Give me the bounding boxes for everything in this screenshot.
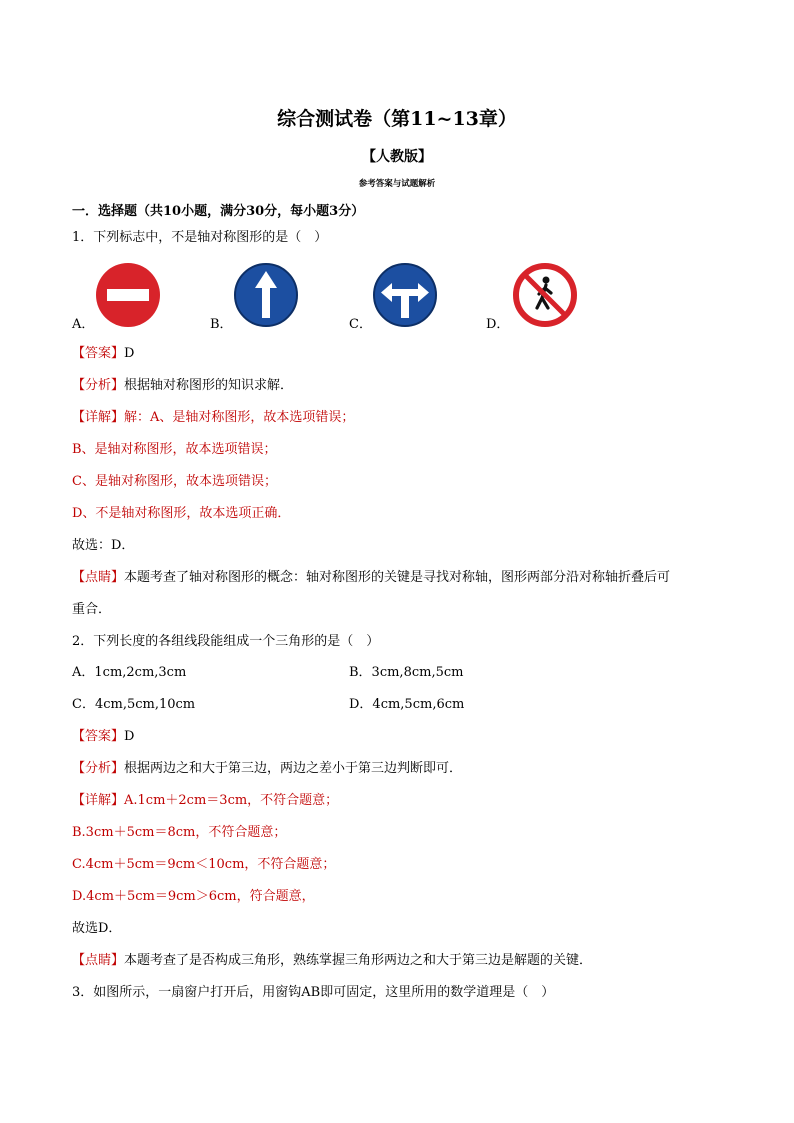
comment-text: 本题考查了轴对称图形的概念：轴对称图形的关键是寻找对称轴，图形两部分沿对称轴折叠后可 bbox=[124, 570, 671, 585]
q1-option-b-label: B． bbox=[210, 317, 233, 332]
detail-line: C、是轴对称图形，故本选项错误； bbox=[72, 474, 277, 489]
analysis-tag: 【分析】 bbox=[72, 761, 125, 776]
detail-line: B.3cm＋5cm＝8cm，不符合题意； bbox=[72, 825, 287, 840]
q1-comment bbox=[72, 569, 670, 587]
detail-tag: 【详解】 bbox=[72, 410, 125, 425]
detail-line: 解：A、是轴对称图形，故本选项错误； bbox=[124, 410, 355, 425]
q2-detail bbox=[72, 792, 338, 810]
q1-option-c-label: C． bbox=[349, 317, 372, 332]
comment-text: 本题考查了是否构成三角形，熟练掌握三角形两边之和大于第三边是解题的关键． bbox=[124, 953, 593, 968]
comment-tag: 【点睛】 bbox=[72, 953, 125, 968]
q2-option-b: B．3cm,8cm,5cm bbox=[349, 665, 464, 680]
q1-option-d-label: D． bbox=[486, 317, 510, 332]
section-heading: 一．选择题（共10小题，满分30分，每小题3分） bbox=[72, 204, 365, 219]
answer-value: D bbox=[124, 729, 135, 744]
q2-choose: 故选D． bbox=[72, 921, 122, 936]
q2-answer bbox=[72, 728, 134, 746]
detail-line: B、是轴对称图形，故本选项错误； bbox=[72, 442, 277, 457]
q2-stem: 2．下列长度的各组线段能组成一个三角形的是（ ） bbox=[72, 634, 380, 649]
turn-left-right-sign-icon bbox=[372, 262, 438, 328]
detail-line: D、不是轴对称图形，故本选项正确． bbox=[72, 506, 291, 521]
answer-caption: 参考答案与试题解析 bbox=[358, 179, 436, 189]
q2-option-a: A．1cm,2cm,3cm bbox=[72, 665, 187, 680]
q1-comment-cont: 重合． bbox=[72, 602, 112, 617]
q1-choose: 故选：D． bbox=[72, 538, 135, 553]
q2-option-c: C．4cm,5cm,10cm bbox=[72, 697, 196, 712]
q2-comment bbox=[72, 952, 592, 970]
q1-stem: 1．下列标志中，不是轴对称图形的是（ ） bbox=[72, 230, 328, 245]
detail-tag: 【详解】 bbox=[72, 793, 125, 808]
page-title: 综合测试卷（第11~13章） bbox=[277, 108, 517, 130]
detail-line: A.1cm＋2cm＝3cm，不符合题意； bbox=[124, 793, 339, 808]
straight-ahead-sign-icon bbox=[233, 262, 299, 328]
q3-stem: 3．如图所示，一扇窗户打开后，用窗钩AB即可固定，这里所用的数学道理是（ ） bbox=[72, 985, 555, 1000]
comment-tag: 【点睛】 bbox=[72, 570, 125, 585]
analysis-text: 根据轴对称图形的知识求解． bbox=[124, 378, 294, 393]
q2-option-d: D．4cm,5cm,6cm bbox=[349, 697, 465, 712]
q1-answer bbox=[72, 345, 134, 363]
detail-line: D.4cm＋5cm＝9cm＞6cm，符合题意， bbox=[72, 889, 315, 904]
q2-analysis bbox=[72, 760, 462, 778]
q1-option-a-label: A． bbox=[72, 317, 95, 332]
q1-analysis bbox=[72, 377, 293, 395]
answer-tag: 【答案】 bbox=[72, 729, 125, 744]
analysis-text: 根据两边之和大于第三边，两边之差小于第三边判断即可． bbox=[124, 761, 463, 776]
detail-line: C.4cm＋5cm＝9cm＜10cm，不符合题意； bbox=[72, 857, 336, 872]
no-entry-sign-icon bbox=[95, 262, 161, 328]
answer-tag: 【答案】 bbox=[72, 346, 125, 361]
q1-detail bbox=[72, 409, 354, 427]
analysis-tag: 【分析】 bbox=[72, 378, 125, 393]
no-pedestrians-sign-icon bbox=[512, 262, 578, 328]
answer-value: D bbox=[124, 346, 135, 361]
edition-label: 【人教版】 bbox=[362, 149, 432, 165]
